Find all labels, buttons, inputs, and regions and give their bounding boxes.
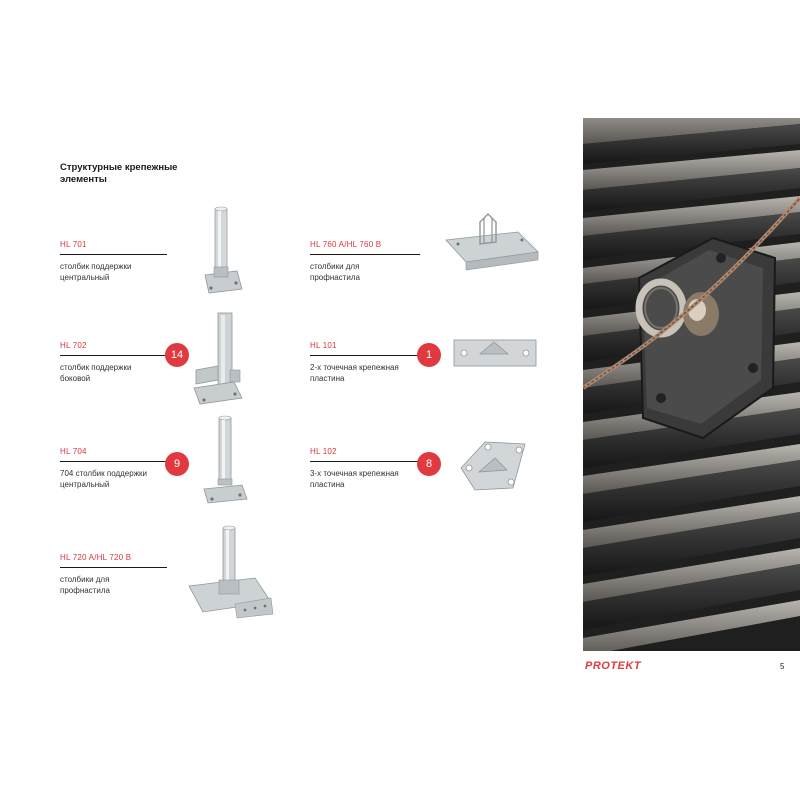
item-code: HL 701 [60, 240, 87, 249]
item-code: HL 720 A/HL 720 B [60, 553, 132, 562]
item-hl-102 [310, 447, 420, 490]
item-desc-line2: центральный [60, 273, 110, 282]
item-code: HL 760 A/HL 760 B [310, 240, 382, 249]
product-image-hl-760 [442, 210, 542, 272]
product-image-hl-704 [200, 413, 250, 505]
item-desc-line1: столбики для [310, 262, 360, 271]
section-title: Структурные крепежные элементы [60, 162, 178, 185]
item-code: HL 704 [60, 447, 87, 456]
product-image-hl-701 [200, 205, 245, 295]
item-desc-line2: боковой [60, 374, 91, 383]
badge-hl-101: 1 [417, 343, 441, 367]
item-divider [60, 355, 167, 356]
item-code: HL 102 [310, 447, 337, 456]
product-image-hl-720 [185, 522, 275, 620]
item-hl-760 [310, 240, 420, 283]
badge-hl-704: 9 [165, 452, 189, 476]
item-divider [60, 567, 167, 568]
item-hl-704 [60, 447, 167, 490]
page-number: 5 [780, 662, 785, 671]
item-hl-702 [60, 341, 167, 384]
badge-hl-702: 14 [165, 343, 189, 367]
item-desc-line2: центральный [60, 480, 110, 489]
item-divider [60, 254, 167, 255]
item-desc-line2: профнастила [310, 273, 360, 282]
item-divider [60, 461, 167, 462]
item-desc-line1: столбики для [60, 575, 110, 584]
item-desc-line2: пластина [310, 480, 345, 489]
item-divider [310, 254, 420, 255]
photo-image [583, 118, 800, 651]
product-image-hl-101 [450, 332, 542, 374]
item-divider [310, 461, 420, 462]
item-desc-line2: пластина [310, 374, 345, 383]
item-desc-line2: профнастила [60, 586, 110, 595]
item-code: HL 702 [60, 341, 87, 350]
photo-anchor-installation [583, 118, 800, 651]
item-desc-line1: 2-х точечная крепежная [310, 363, 399, 372]
product-image-hl-102 [455, 436, 535, 498]
item-hl-720 [60, 553, 167, 596]
item-desc-line1: 704 столбик поддержки [60, 469, 148, 478]
product-image-hl-702 [190, 310, 250, 410]
item-hl-701 [60, 240, 167, 283]
item-hl-101 [310, 341, 420, 384]
item-desc-line1: столбик поддержки [60, 262, 132, 271]
item-desc-line1: 3-х точечная крепежная [310, 469, 399, 478]
item-divider [310, 355, 420, 356]
item-code: HL 101 [310, 341, 337, 350]
brand-logo: PROTEKT [585, 660, 642, 672]
badge-hl-102: 8 [417, 452, 441, 476]
item-desc-line1: столбик поддержки [60, 363, 132, 372]
